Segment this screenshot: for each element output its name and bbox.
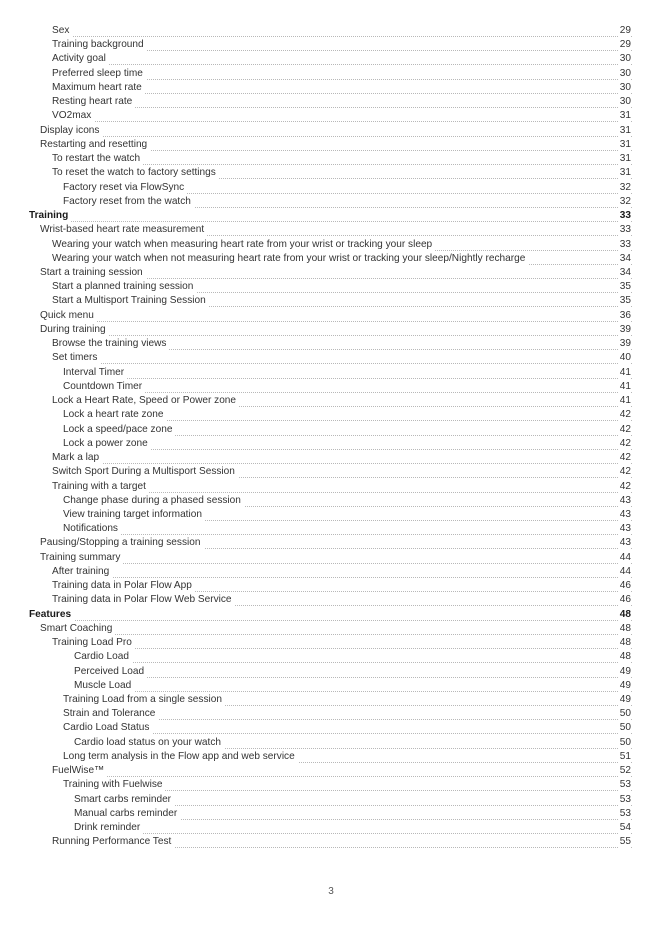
toc-entry[interactable] [0,665,662,679]
toc-entry-page: 36 [618,309,631,323]
toc-entry[interactable] [0,579,662,593]
toc-entry-title: Display icons [40,124,102,138]
toc-entry[interactable] [0,437,662,451]
toc-entry[interactable] [0,337,662,351]
toc-entry-title: Muscle Load [74,679,134,693]
toc-entry-title: Set timers [52,351,100,365]
dot-leader [74,665,632,678]
toc-entry-page: 31 [618,152,631,166]
toc-entry-title: Training background [52,38,147,52]
toc-entry-page: 39 [618,337,631,351]
toc-entry[interactable] [0,679,662,693]
toc-entry[interactable] [0,750,662,764]
toc-entry-title: Lock a power zone [63,437,151,451]
toc-entry-page: 41 [618,380,631,394]
toc-entry[interactable] [0,593,662,607]
toc-entry-page: 30 [618,81,631,95]
toc-entry-title: Training with a target [52,480,149,494]
toc-entry[interactable] [0,522,662,536]
toc-entry[interactable] [0,821,662,835]
toc-entry[interactable] [0,423,662,437]
dot-leader [52,52,632,65]
toc-entry[interactable] [0,52,662,66]
toc-entry-page: 53 [618,807,631,821]
toc-entry[interactable] [0,622,662,636]
toc-entry-page: 29 [618,38,631,52]
dot-leader [52,351,632,364]
toc-entry[interactable] [0,280,662,294]
toc-entry-title: Training Load from a single session [63,693,225,707]
dot-leader [74,679,632,692]
toc-entry-title: Cardio Load [74,650,132,664]
dot-leader [74,821,632,834]
toc-entry-page: 32 [618,181,631,195]
toc-entry-page: 31 [618,166,631,180]
toc-entry[interactable] [0,252,662,266]
toc-entry-title: Features [29,608,74,622]
toc-entry-title: Factory reset from the watch [63,195,194,209]
toc-entry-page: 50 [618,721,631,735]
toc-entry-title: Cardio load status on your watch [74,736,224,750]
toc-entry-page: 43 [618,522,631,536]
toc-entry-title: Quick menu [40,309,97,323]
toc-entry-page: 44 [618,565,631,579]
toc-entry[interactable] [0,778,662,792]
toc-entry-page: 44 [618,551,631,565]
dot-leader [63,380,632,393]
toc-entry-title: To restart the watch [52,152,143,166]
toc-entry-title: Wearing your watch when not measuring heart rate from your wrist or tracking your sleep/Nightly recharge [52,252,528,266]
toc-entry-title: Start a training session [40,266,146,280]
dot-leader [74,650,632,663]
toc-entry[interactable] [0,223,662,237]
toc-entry[interactable] [0,24,662,38]
toc-entry[interactable] [0,408,662,422]
toc-entry-title: Perceived Load [74,665,147,679]
toc-entry[interactable] [0,124,662,138]
toc-entry[interactable] [0,693,662,707]
toc-entry-title: Smart Coaching [40,622,115,636]
toc-entry-title: FuelWise™ [52,764,107,778]
toc-entry-page: 49 [618,665,631,679]
toc-entry-title: View training target information [63,508,205,522]
toc-entry-title: Training data in Polar Flow App [52,579,195,593]
toc-entry-title: Switch Sport During a Multisport Session [52,465,238,479]
toc-entry[interactable] [0,764,662,778]
toc-entry-title: Training data in Polar Flow Web Service [52,593,235,607]
toc-entry[interactable] [0,736,662,750]
toc-entry[interactable] [0,351,662,365]
toc-entry[interactable] [0,138,662,152]
toc-entry-page: 42 [618,465,631,479]
toc-entry-page: 33 [618,238,631,252]
toc-entry-title: Smart carbs reminder [74,793,174,807]
toc-entry[interactable] [0,166,662,180]
toc-entry-page: 29 [618,24,631,38]
toc-entry-page: 41 [618,366,631,380]
toc-entry-title: Resting heart rate [52,95,135,109]
toc-entry-page: 32 [618,195,631,209]
toc-entry-title: Sex [52,24,72,38]
toc-entry-page: 43 [618,536,631,550]
toc-entry[interactable] [0,465,662,479]
table-of-contents [0,24,662,850]
toc-entry-page: 42 [618,437,631,451]
dot-leader [52,451,632,464]
dot-leader [63,366,632,379]
toc-entry-title: Factory reset via FlowSync [63,181,187,195]
toc-entry[interactable] [0,95,662,109]
toc-entry[interactable] [0,366,662,380]
toc-entry-title: Strain and Tolerance [63,707,158,721]
dot-leader [63,522,632,535]
toc-entry-title: VO2max [52,109,94,123]
toc-entry[interactable] [0,451,662,465]
toc-entry[interactable] [0,494,662,508]
toc-entry-title: Restarting and resetting [40,138,150,152]
toc-entry-title: Wearing your watch when measuring heart rate from your wrist or tracking your sleep [52,238,435,252]
toc-entry[interactable] [0,650,662,664]
toc-entry[interactable] [0,266,662,280]
toc-entry-title: Training [29,209,71,223]
toc-entry-page: 33 [618,209,631,223]
toc-entry-page: 55 [618,835,631,849]
toc-entry-page: 49 [618,693,631,707]
toc-entry-page: 42 [618,408,631,422]
toc-entry-title: Running Performance Test [52,835,174,849]
toc-entry-page: 42 [618,451,631,465]
toc-entry-page: 31 [618,124,631,138]
dot-leader [52,764,632,777]
dot-leader [52,24,632,37]
toc-entry-page: 30 [618,52,631,66]
dot-leader [52,636,632,649]
toc-entry[interactable] [0,721,662,735]
toc-entry-page: 42 [618,480,631,494]
toc-entry-title: Notifications [63,522,121,536]
toc-entry-title: Maximum heart rate [52,81,145,95]
toc-entry-page: 48 [618,650,631,664]
toc-entry-title: Lock a heart rate zone [63,408,166,422]
toc-entry[interactable] [0,536,662,550]
toc-entry-title: Countdown Timer [63,380,145,394]
toc-entry-page: 52 [618,764,631,778]
toc-entry-title: Pausing/Stopping a training session [40,536,204,550]
dot-leader [40,124,632,137]
toc-entry-page: 50 [618,707,631,721]
toc-entry[interactable] [0,38,662,52]
toc-entry-title: During training [40,323,109,337]
toc-entry-page: 51 [618,750,631,764]
toc-entry-page: 34 [618,252,631,266]
toc-entry[interactable] [0,209,662,223]
toc-entry-title: Manual carbs reminder [74,807,180,821]
toc-entry-page: 30 [618,67,631,81]
toc-entry-page: 43 [618,508,631,522]
toc-entry-title: Start a planned training session [52,280,196,294]
toc-entry-title: Lock a speed/pace zone [63,423,175,437]
dot-leader [40,551,632,564]
toc-entry-title: Browse the training views [52,337,169,351]
toc-entry-page: 35 [618,280,631,294]
toc-entry[interactable] [0,835,662,849]
page-number: 3 [328,886,334,897]
toc-entry-page: 50 [618,736,631,750]
toc-entry[interactable] [0,109,662,123]
toc-entry-page: 33 [618,223,631,237]
dot-leader [52,95,632,108]
toc-entry[interactable] [0,807,662,821]
toc-entry[interactable] [0,551,662,565]
toc-entry-page: 34 [618,266,631,280]
toc-entry-page: 46 [618,579,631,593]
toc-entry-title: Change phase during a phased session [63,494,244,508]
toc-entry-title: Training with Fuelwise [63,778,165,792]
toc-entry[interactable] [0,508,662,522]
toc-entry[interactable] [0,707,662,721]
dot-leader [40,622,632,635]
toc-entry-page: 39 [618,323,631,337]
toc-entry-title: Start a Multisport Training Session [52,294,209,308]
dot-leader [29,608,632,621]
toc-entry[interactable] [0,81,662,95]
toc-entry-title: Interval Timer [63,366,127,380]
dot-leader [40,323,632,336]
toc-entry-page: 46 [618,593,631,607]
toc-entry-title: Activity goal [52,52,109,66]
toc-entry-title: Training Load Pro [52,636,135,650]
toc-entry-title: Long term analysis in the Flow app and web service [63,750,298,764]
toc-entry-page: 35 [618,294,631,308]
toc-entry-page: 48 [618,608,631,622]
toc-entry-title: Preferred sleep time [52,67,146,81]
toc-entry-page: 42 [618,423,631,437]
toc-entry[interactable] [0,380,662,394]
toc-entry-page: 41 [618,394,631,408]
toc-entry[interactable] [0,565,662,579]
toc-entry-title: Wrist-based heart rate measurement [40,223,207,237]
toc-entry-page: 30 [618,95,631,109]
toc-entry[interactable] [0,793,662,807]
dot-leader [52,565,632,578]
toc-entry[interactable] [0,394,662,408]
toc-entry[interactable] [0,152,662,166]
toc-entry[interactable] [0,608,662,622]
toc-entry-title: Drink reminder [74,821,143,835]
dot-leader [40,309,632,322]
toc-entry[interactable] [0,636,662,650]
toc-entry-page: 31 [618,109,631,123]
toc-entry-title: Cardio Load Status [63,721,152,735]
dot-leader [52,109,632,122]
toc-entry-title: Training summary [40,551,123,565]
toc-entry[interactable] [0,238,662,252]
toc-entry-page: 43 [618,494,631,508]
toc-entry[interactable] [0,67,662,81]
dot-leader [29,209,632,222]
toc-entry[interactable] [0,480,662,494]
toc-entry[interactable] [0,181,662,195]
toc-entry-title: Lock a Heart Rate, Speed or Power zone [52,394,239,408]
toc-entry-page: 40 [618,351,631,365]
toc-entry[interactable] [0,195,662,209]
toc-entry-page: 53 [618,793,631,807]
toc-entry[interactable] [0,309,662,323]
toc-entry-title: To reset the watch to factory settings [52,166,219,180]
toc-entry-title: After training [52,565,112,579]
toc-entry-page: 54 [618,821,631,835]
toc-entry-page: 31 [618,138,631,152]
toc-entry[interactable] [0,323,662,337]
toc-entry-page: 49 [618,679,631,693]
toc-entry-title: Mark a lap [52,451,102,465]
toc-entry-page: 48 [618,636,631,650]
toc-entry-page: 48 [618,622,631,636]
toc-entry-page: 53 [618,778,631,792]
toc-entry[interactable] [0,294,662,308]
